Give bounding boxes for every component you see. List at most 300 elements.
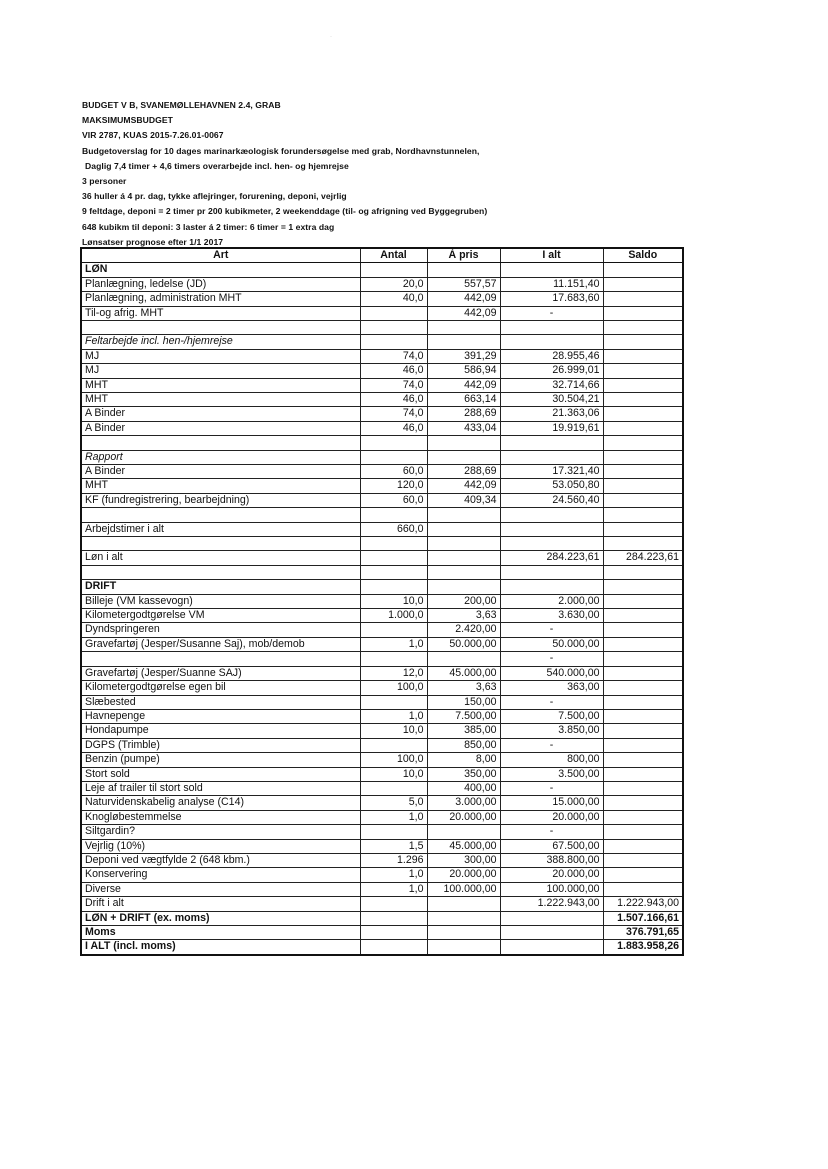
cell-saldo xyxy=(603,623,683,637)
cell-apris xyxy=(427,565,500,579)
cell-apris xyxy=(427,508,500,522)
cell-antal xyxy=(360,623,427,637)
cell-art: Slæbested xyxy=(81,695,360,709)
cell-art: Konservering xyxy=(81,868,360,882)
cell-saldo xyxy=(603,767,683,781)
cell-art: A Binder xyxy=(81,421,360,435)
cell-apris xyxy=(427,551,500,565)
cell-saldo xyxy=(603,378,683,392)
cell-saldo: 1.883.958,26 xyxy=(603,940,683,955)
cell-antal xyxy=(360,436,427,450)
cell-art xyxy=(81,508,360,522)
cell-art: Kilometergodtgørelse egen bil xyxy=(81,681,360,695)
table-row xyxy=(81,753,683,767)
cell-art: Løn i alt xyxy=(81,551,360,565)
cell-art: Planlægning, administration MHT xyxy=(81,292,360,306)
cell-ialt: 1.222.943,00 xyxy=(500,897,603,911)
cell-saldo xyxy=(603,479,683,493)
cell-saldo xyxy=(603,493,683,507)
table-row xyxy=(81,277,683,291)
cell-antal: 10,0 xyxy=(360,767,427,781)
cell-antal xyxy=(360,940,427,955)
cell-apris: 20.000,00 xyxy=(427,868,500,882)
cell-apris: 2.420,00 xyxy=(427,623,500,637)
cell-ialt: 15.000,00 xyxy=(500,796,603,810)
cell-antal: 46,0 xyxy=(360,421,427,435)
cell-saldo xyxy=(603,594,683,608)
cell-ialt: - xyxy=(500,306,603,320)
cell-antal: 1.296 xyxy=(360,853,427,867)
table-row xyxy=(81,292,683,306)
table-row xyxy=(81,479,683,493)
cell-saldo xyxy=(603,825,683,839)
cell-saldo xyxy=(603,335,683,349)
table-row xyxy=(81,594,683,608)
cell-antal xyxy=(360,450,427,464)
cell-art: A Binder xyxy=(81,465,360,479)
cell-art: MHT xyxy=(81,378,360,392)
cell-apris: 300,00 xyxy=(427,853,500,867)
cell-ialt: 53.050,80 xyxy=(500,479,603,493)
cell-saldo xyxy=(603,436,683,450)
cell-saldo xyxy=(603,695,683,709)
budget-table xyxy=(80,247,684,956)
cell-art: LØN + DRIFT (ex. moms) xyxy=(81,911,360,925)
cell-ialt: 19.919,61 xyxy=(500,421,603,435)
table-row xyxy=(81,551,683,565)
cell-apris: 850,00 xyxy=(427,738,500,752)
cell-antal xyxy=(360,263,427,277)
table-row xyxy=(81,349,683,363)
cell-antal: 100,0 xyxy=(360,753,427,767)
cell-art: Kilometergodtgørelse VM xyxy=(81,609,360,623)
header-line: Daglig 7,4 timer + 4,6 timers overarbejde incl. hen- og hjemrejse xyxy=(85,160,349,171)
table-row xyxy=(81,652,683,666)
cell-saldo xyxy=(603,796,683,810)
cell-antal xyxy=(360,565,427,579)
cell-saldo xyxy=(603,407,683,421)
table-row xyxy=(81,508,683,522)
cell-antal xyxy=(360,306,427,320)
cell-saldo xyxy=(603,781,683,795)
cell-saldo xyxy=(603,349,683,363)
cell-ialt: 32.714,66 xyxy=(500,378,603,392)
table-row xyxy=(81,810,683,824)
cell-art: Leje af trailer til stort sold xyxy=(81,781,360,795)
table-row xyxy=(81,537,683,551)
col-header-apris: À pris xyxy=(427,248,500,263)
table-row xyxy=(81,263,683,277)
cell-antal: 46,0 xyxy=(360,364,427,378)
cell-antal: 120,0 xyxy=(360,479,427,493)
cell-ialt xyxy=(500,263,603,277)
cell-apris: 442,09 xyxy=(427,378,500,392)
cell-art: Vejrlig (10%) xyxy=(81,839,360,853)
cell-art: I ALT (incl. moms) xyxy=(81,940,360,955)
cell-apris: 7.500,00 xyxy=(427,709,500,723)
cell-antal: 5,0 xyxy=(360,796,427,810)
cell-saldo xyxy=(603,421,683,435)
cell-art: LØN xyxy=(81,263,360,277)
cell-art xyxy=(81,436,360,450)
cell-ialt: 11.151,40 xyxy=(500,277,603,291)
cell-apris xyxy=(427,321,500,335)
cell-apris xyxy=(427,926,500,940)
cell-apris: 350,00 xyxy=(427,767,500,781)
cell-ialt: 2.000,00 xyxy=(500,594,603,608)
cell-art xyxy=(81,321,360,335)
cell-art: Moms xyxy=(81,926,360,940)
cell-antal: 1.000,0 xyxy=(360,609,427,623)
cell-saldo xyxy=(603,609,683,623)
cell-art: Billeje (VM kassevogn) xyxy=(81,594,360,608)
cell-ialt: 24.560,40 xyxy=(500,493,603,507)
cell-apris xyxy=(427,537,500,551)
cell-art: Gravefartøj (Jesper/Suanne SAJ) xyxy=(81,666,360,680)
cell-ialt: 100.000,00 xyxy=(500,882,603,896)
cell-saldo xyxy=(603,652,683,666)
cell-antal: 1,0 xyxy=(360,709,427,723)
cell-art: DGPS (Trimble) xyxy=(81,738,360,752)
table-row xyxy=(81,695,683,709)
cell-apris: 409,34 xyxy=(427,493,500,507)
cell-antal: 60,0 xyxy=(360,493,427,507)
table-row xyxy=(81,407,683,421)
cell-antal xyxy=(360,825,427,839)
cell-antal: 12,0 xyxy=(360,666,427,680)
table-row xyxy=(81,681,683,695)
cell-art: Feltarbejde incl. hen-/hjemrejse xyxy=(81,335,360,349)
cell-antal: 46,0 xyxy=(360,393,427,407)
cell-antal: 1,5 xyxy=(360,839,427,853)
cell-ialt: - xyxy=(500,652,603,666)
cell-ialt: 30.504,21 xyxy=(500,393,603,407)
cell-art: Deponi ved vægtfylde 2 (648 kbm.) xyxy=(81,853,360,867)
cell-antal xyxy=(360,652,427,666)
cell-ialt: 20.000,00 xyxy=(500,868,603,882)
cell-art: Drift i alt xyxy=(81,897,360,911)
table-row xyxy=(81,623,683,637)
cell-apris: 586,94 xyxy=(427,364,500,378)
cell-saldo xyxy=(603,522,683,536)
cell-art: Til-og afrig. MHT xyxy=(81,306,360,320)
cell-ialt: 388.800,00 xyxy=(500,853,603,867)
cell-ialt xyxy=(500,580,603,594)
cell-ialt: 26.999,01 xyxy=(500,364,603,378)
header-line: MAKSIMUMSBUDGET xyxy=(82,115,173,126)
cell-art: MJ xyxy=(81,349,360,363)
cell-apris: 45.000,00 xyxy=(427,839,500,853)
cell-antal: 1,0 xyxy=(360,637,427,651)
table-row xyxy=(81,781,683,795)
cell-ialt: 20.000,00 xyxy=(500,810,603,824)
cell-apris: 100.000,00 xyxy=(427,882,500,896)
table-row xyxy=(81,911,683,925)
cell-ialt: 800,00 xyxy=(500,753,603,767)
cell-saldo xyxy=(603,321,683,335)
cell-antal xyxy=(360,897,427,911)
cell-apris: 442,09 xyxy=(427,479,500,493)
table-row xyxy=(81,522,683,536)
table-row xyxy=(81,306,683,320)
cell-antal xyxy=(360,580,427,594)
cell-saldo xyxy=(603,508,683,522)
cell-saldo xyxy=(603,393,683,407)
cell-ialt xyxy=(500,537,603,551)
header-line: VIR 2787, KUAS 2015-7.26.01-0067 xyxy=(82,130,224,141)
table-row xyxy=(81,825,683,839)
cell-antal: 660,0 xyxy=(360,522,427,536)
cell-art xyxy=(81,652,360,666)
cell-antal: 20,0 xyxy=(360,277,427,291)
cell-saldo xyxy=(603,263,683,277)
cell-antal: 100,0 xyxy=(360,681,427,695)
cell-antal: 1,0 xyxy=(360,882,427,896)
cell-art: KF (fundregistrering, bearbejdning) xyxy=(81,493,360,507)
cell-saldo xyxy=(603,839,683,853)
cell-ialt xyxy=(500,911,603,925)
cell-antal xyxy=(360,537,427,551)
table-row xyxy=(81,421,683,435)
header-line: 648 kubikm til deponi: 3 laster á 2 timer: 6 timer = 1 extra dag xyxy=(82,221,335,232)
cell-art: A Binder xyxy=(81,407,360,421)
col-header-ialt: I alt xyxy=(500,248,603,263)
cell-saldo xyxy=(603,738,683,752)
cell-apris: 433,04 xyxy=(427,421,500,435)
table-header-row xyxy=(81,248,683,263)
cell-saldo xyxy=(603,277,683,291)
cell-saldo xyxy=(603,681,683,695)
table-row xyxy=(81,493,683,507)
header-line: BUDGET V B, SVANEMØLLEHAVNEN 2.4, GRAB xyxy=(82,100,281,110)
cell-apris: 391,29 xyxy=(427,349,500,363)
cell-antal: 1,0 xyxy=(360,810,427,824)
cell-saldo xyxy=(603,450,683,464)
cell-art: Knogløbestemmelse xyxy=(81,810,360,824)
cell-antal xyxy=(360,926,427,940)
cell-art: Stort sold xyxy=(81,767,360,781)
cell-antal: 74,0 xyxy=(360,378,427,392)
cell-ialt xyxy=(500,926,603,940)
cell-saldo xyxy=(603,465,683,479)
cell-antal: 74,0 xyxy=(360,349,427,363)
cell-saldo: 1.507.166,61 xyxy=(603,911,683,925)
table-row xyxy=(81,796,683,810)
cell-saldo xyxy=(603,853,683,867)
cell-apris: 557,57 xyxy=(427,277,500,291)
cell-saldo xyxy=(603,666,683,680)
table-row xyxy=(81,767,683,781)
cell-ialt: 363,00 xyxy=(500,681,603,695)
cell-apris: 442,09 xyxy=(427,292,500,306)
cell-apris xyxy=(427,436,500,450)
table-row xyxy=(81,637,683,651)
cell-saldo xyxy=(603,868,683,882)
cell-antal xyxy=(360,738,427,752)
cell-apris: 3.000,00 xyxy=(427,796,500,810)
cell-apris: 400,00 xyxy=(427,781,500,795)
table-row xyxy=(81,565,683,579)
cell-saldo xyxy=(603,565,683,579)
cell-apris: 663,14 xyxy=(427,393,500,407)
cell-apris: 200,00 xyxy=(427,594,500,608)
cell-antal xyxy=(360,695,427,709)
cell-art: MJ xyxy=(81,364,360,378)
cell-ialt: - xyxy=(500,825,603,839)
cell-ialt: 3.500,00 xyxy=(500,767,603,781)
cell-art: Benzin (pumpe) xyxy=(81,753,360,767)
cell-ialt: 3.850,00 xyxy=(500,724,603,738)
cell-ialt xyxy=(500,565,603,579)
cell-antal: 1,0 xyxy=(360,868,427,882)
cell-saldo xyxy=(603,292,683,306)
cell-saldo xyxy=(603,580,683,594)
table-row xyxy=(81,868,683,882)
cell-art: MHT xyxy=(81,393,360,407)
cell-antal: 10,0 xyxy=(360,724,427,738)
cell-ialt xyxy=(500,508,603,522)
table-row xyxy=(81,436,683,450)
cell-ialt: 17.683,60 xyxy=(500,292,603,306)
cell-ialt: - xyxy=(500,623,603,637)
cell-saldo xyxy=(603,637,683,651)
cell-saldo xyxy=(603,537,683,551)
header-line: 36 huller á 4 pr. dag, tykke aflejringer, forurening, deponi, vejrlig xyxy=(82,191,347,202)
cell-apris xyxy=(427,263,500,277)
table-row xyxy=(81,882,683,896)
cell-saldo xyxy=(603,306,683,320)
cell-antal: 74,0 xyxy=(360,407,427,421)
cell-antal xyxy=(360,508,427,522)
table-row xyxy=(81,897,683,911)
cell-ialt: 17.321,40 xyxy=(500,465,603,479)
cell-ialt xyxy=(500,335,603,349)
table-row xyxy=(81,321,683,335)
cell-apris: 50.000,00 xyxy=(427,637,500,651)
cell-apris xyxy=(427,450,500,464)
col-header-art: Art xyxy=(81,248,360,263)
header-line: 3 personer xyxy=(82,176,127,187)
cell-art: Havnepenge xyxy=(81,709,360,723)
cell-apris: 288,69 xyxy=(427,465,500,479)
cell-apris: 150,00 xyxy=(427,695,500,709)
cell-ialt xyxy=(500,940,603,955)
cell-antal: 40,0 xyxy=(360,292,427,306)
cell-antal xyxy=(360,781,427,795)
table-row xyxy=(81,609,683,623)
cell-antal: 60,0 xyxy=(360,465,427,479)
header-line: 9 feltdage, deponi = 2 timer pr 200 kubikmeter, 2 weekenddage (til- og afrigning ved Byggegruben) xyxy=(82,206,488,217)
cell-ialt: - xyxy=(500,695,603,709)
cell-art: MHT xyxy=(81,479,360,493)
table-row xyxy=(81,926,683,940)
cell-art: Arbejdstimer i alt xyxy=(81,522,360,536)
cell-apris xyxy=(427,580,500,594)
budget-table-body xyxy=(81,263,683,955)
cell-ialt xyxy=(500,321,603,335)
cell-ialt: - xyxy=(500,781,603,795)
cell-art xyxy=(81,537,360,551)
cell-apris xyxy=(427,522,500,536)
cell-ialt: 7.500,00 xyxy=(500,709,603,723)
table-row xyxy=(81,853,683,867)
cell-saldo: 284.223,61 xyxy=(603,551,683,565)
document-header xyxy=(82,98,722,250)
cell-saldo xyxy=(603,709,683,723)
cell-saldo xyxy=(603,882,683,896)
cell-apris xyxy=(427,825,500,839)
cell-apris xyxy=(427,652,500,666)
table-row xyxy=(81,940,683,955)
table-row xyxy=(81,364,683,378)
scan-speck: · xyxy=(330,34,332,40)
cell-art: Rapport xyxy=(81,450,360,464)
cell-apris xyxy=(427,897,500,911)
cell-art: Gravefartøj (Jesper/Susanne Saj), mob/demob xyxy=(81,637,360,651)
cell-antal xyxy=(360,911,427,925)
cell-ialt: 540.000,00 xyxy=(500,666,603,680)
col-header-antal: Antal xyxy=(360,248,427,263)
table-row xyxy=(81,738,683,752)
cell-apris: 288,69 xyxy=(427,407,500,421)
cell-saldo xyxy=(603,753,683,767)
cell-ialt: 3.630,00 xyxy=(500,609,603,623)
cell-ialt: 67.500,00 xyxy=(500,839,603,853)
cell-ialt: - xyxy=(500,738,603,752)
cell-antal xyxy=(360,551,427,565)
cell-antal: 10,0 xyxy=(360,594,427,608)
table-row xyxy=(81,666,683,680)
table-row xyxy=(81,378,683,392)
table-row xyxy=(81,450,683,464)
table-row xyxy=(81,580,683,594)
cell-antal xyxy=(360,335,427,349)
cell-ialt xyxy=(500,436,603,450)
cell-apris: 385,00 xyxy=(427,724,500,738)
cell-apris: 3,63 xyxy=(427,681,500,695)
cell-antal xyxy=(360,321,427,335)
cell-art: Naturvidenskabelig analyse (C14) xyxy=(81,796,360,810)
cell-art: Hondapumpe xyxy=(81,724,360,738)
cell-apris xyxy=(427,911,500,925)
cell-saldo xyxy=(603,364,683,378)
table-row xyxy=(81,709,683,723)
cell-ialt: 28.955,46 xyxy=(500,349,603,363)
cell-art xyxy=(81,565,360,579)
cell-apris: 442,09 xyxy=(427,306,500,320)
cell-saldo xyxy=(603,810,683,824)
cell-apris: 45.000,00 xyxy=(427,666,500,680)
cell-art: Planlægning, ledelse (JD) xyxy=(81,277,360,291)
header-line: Lønsatser prognose efter 1/1 2017 xyxy=(82,236,224,247)
cell-saldo xyxy=(603,724,683,738)
header-line: Budgetoverslag for 10 dages marinarkæologisk forundersøgelse med grab, Nordhavnstunnelen, xyxy=(82,145,480,156)
cell-ialt: 21.363,06 xyxy=(500,407,603,421)
table-row xyxy=(81,724,683,738)
table-row xyxy=(81,839,683,853)
cell-apris xyxy=(427,335,500,349)
col-header-saldo: Saldo xyxy=(603,248,683,263)
cell-ialt: 50.000,00 xyxy=(500,637,603,651)
cell-saldo: 376.791,65 xyxy=(603,926,683,940)
cell-art: Dyndspringeren xyxy=(81,623,360,637)
cell-art: Siltgardin? xyxy=(81,825,360,839)
cell-apris: 3,63 xyxy=(427,609,500,623)
cell-ialt xyxy=(500,450,603,464)
cell-apris xyxy=(427,940,500,955)
table-row xyxy=(81,393,683,407)
cell-apris: 20.000,00 xyxy=(427,810,500,824)
